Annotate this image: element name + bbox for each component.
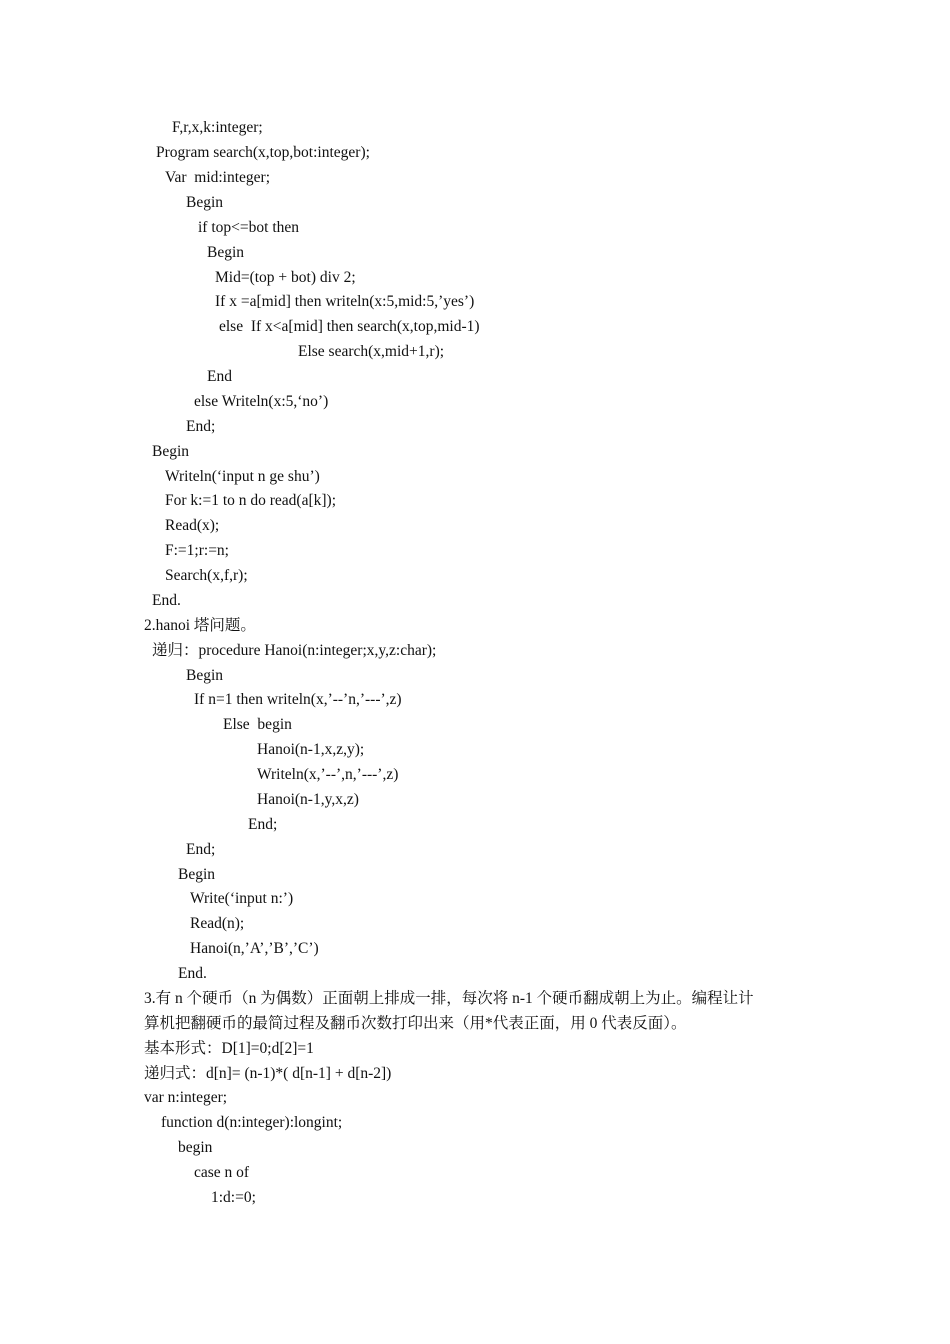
code-line: Write(‘input n:’) xyxy=(190,890,294,907)
code-line: Writeln(‘input n ge shu’) xyxy=(165,468,320,485)
code-line: 1:d:=0; xyxy=(211,1189,256,1206)
code-line: Search(x,f,r); xyxy=(165,567,248,584)
code-line: F,r,x,k:integer; xyxy=(172,119,263,136)
code-line: End. xyxy=(178,965,207,982)
code-line: Begin xyxy=(186,194,224,211)
code-line: Begin xyxy=(207,244,245,261)
code-line: begin xyxy=(178,1139,213,1156)
code-line: Mid=(top + bot) div 2; xyxy=(215,269,356,286)
code-line: End; xyxy=(186,841,216,858)
code-line: Hanoi(n,’A’,’B’,’C’) xyxy=(190,940,319,957)
code-line: End. xyxy=(152,592,181,609)
code-line: End; xyxy=(186,418,216,435)
code-line: If x =a[mid] then writeln(x:5,mid:5,’yes’) xyxy=(215,293,475,310)
code-line: Begin xyxy=(152,443,190,460)
section-heading: 2.hanoi 塔问题。 xyxy=(144,617,256,634)
code-line: Else begin xyxy=(223,716,292,733)
code-line: var n:integer; xyxy=(144,1089,228,1106)
code-line: Begin xyxy=(186,667,224,684)
code-line: else Writeln(x:5,‘no’) xyxy=(194,393,329,410)
code-line: if top<=bot then xyxy=(198,219,299,236)
code-line: Read(n); xyxy=(190,915,245,932)
code-line: Begin xyxy=(178,866,216,883)
code-line: 递归：procedure Hanoi(n:integer;x,y,z:char); xyxy=(152,642,437,659)
code-line: Else search(x,mid+1,r); xyxy=(298,343,445,360)
code-line: else If x<a[mid] then search(x,top,mid-1) xyxy=(219,318,480,335)
code-line: Var mid:integer; xyxy=(165,169,271,186)
code-line: Hanoi(n-1,x,z,y); xyxy=(257,741,365,758)
code-line: End; xyxy=(248,816,278,833)
code-line: F:=1;r:=n; xyxy=(165,542,229,559)
code-line: For k:=1 to n do read(a[k]); xyxy=(165,492,337,509)
formula-line: 递归式：d[n]= (n-1)*( d[n-1] + d[n-2]) xyxy=(144,1065,392,1082)
code-line: Writeln(x,’--’,n,’---’,z) xyxy=(257,766,399,783)
code-line: If n=1 then writeln(x,’--’n,’---’,z) xyxy=(194,691,402,708)
code-line: case n of xyxy=(194,1164,250,1181)
code-line: Read(x); xyxy=(165,517,220,534)
problem-text: 算机把翻硬币的最简过程及翻币次数打印出来（用*代表正面，用 0 代表反面）。 xyxy=(144,1015,687,1032)
formula-line: 基本形式：D[1]=0;d[2]=1 xyxy=(144,1040,314,1057)
problem-text: 3.有 n 个硬币（n 为偶数）正面朝上排成一排，每次将 n-1 个硬币翻成朝上为止。编程让计 xyxy=(144,990,754,1007)
code-line: function d(n:integer):longint; xyxy=(161,1114,343,1131)
code-line: End xyxy=(207,368,232,385)
code-line: Program search(x,top,bot:integer); xyxy=(156,144,370,161)
code-line: Hanoi(n-1,y,x,z) xyxy=(257,791,359,808)
